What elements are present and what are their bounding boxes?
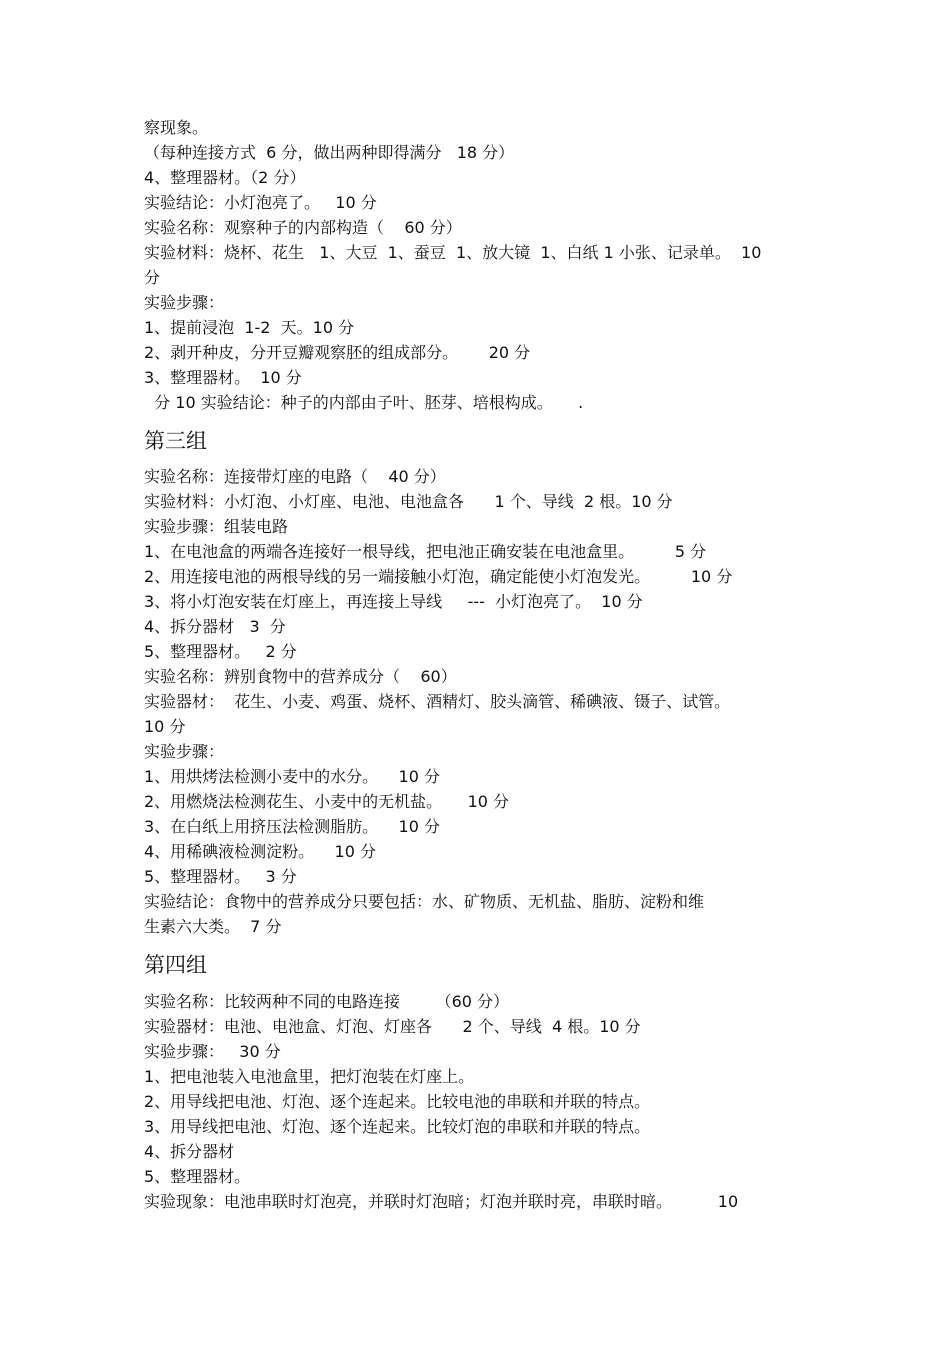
text-line: 分 10 实验结论：种子的内部由子叶、胚芽、培根构成。 . xyxy=(144,393,584,412)
section-heading: 第四组 xyxy=(144,953,207,977)
text-line: 4、拆分器材 3 分 xyxy=(144,617,286,636)
text-line: 分 xyxy=(144,268,161,287)
text-line: 察现象。 xyxy=(144,118,209,137)
text-line: 实验结论：小灯泡亮了。 10 分 xyxy=(144,193,377,212)
text-line: 实验材料：小灯泡、小灯座、电池、电池盒各 1 个、导线 2 根。10 分 xyxy=(144,492,673,511)
text-line: 实验器材： 花生、小麦、鸡蛋、烧杯、酒精灯、胶头滴管、稀碘液、镊子、试管。 xyxy=(144,692,731,711)
text-line: 实验结论：食物中的营养成分只要包括：水、矿物质、无机盐、脂肪、淀粉和维 xyxy=(144,892,705,911)
text-line: 2、用导线把电池、灯泡、逐个连起来。比较电池的串联和并联的特点。 xyxy=(144,1092,651,1111)
text-line: 4、拆分器材 xyxy=(144,1142,235,1161)
text-line: 实验步骤：组装电路 xyxy=(144,517,289,536)
text-line: 4、整理器材。（2 分） xyxy=(144,168,306,187)
text-line: 3、在白纸上用挤压法检测脂肪。 10 分 xyxy=(144,817,440,836)
text-line: 实验步骤： xyxy=(144,742,225,761)
text-line: 2、用燃烧法检测花生、小麦中的无机盐。 10 分 xyxy=(144,792,510,811)
text-line: 生素六大类。 7 分 xyxy=(144,917,282,936)
text-line: 4、用稀碘液检测淀粉。 10 分 xyxy=(144,842,376,861)
text-line: 2、用连接电池的两根导线的另一端接触小灯泡，确定能使小灯泡发光。 10 分 xyxy=(144,567,733,586)
text-line: 实验步骤： xyxy=(144,293,225,312)
text-line: 实验材料：烧杯、花生 1、大豆 1、蚕豆 1、放大镜 1、白纸 1 小张、记录单。 10 xyxy=(144,243,762,262)
text-line: 实验器材：电池、电池盒、灯泡、灯座各 2 个、导线 4 根。10 分 xyxy=(144,1017,641,1036)
text-line: （每种连接方式 6 分，做出两种即得满分 18 分） xyxy=(144,143,515,162)
section-heading: 第三组 xyxy=(144,429,207,453)
text-line: 实验现象：电池串联时灯泡亮，并联时灯泡暗；灯泡并联时亮，串联时暗。 10 xyxy=(144,1192,739,1211)
text-line: 5、整理器材。 xyxy=(144,1167,251,1186)
text-line: 1、提前浸泡 1-2 天。10 分 xyxy=(144,318,355,337)
text-line: 实验名称：比较两种不同的电路连接 （60 分） xyxy=(144,992,510,1011)
text-line: 5、整理器材。 3 分 xyxy=(144,867,297,886)
text-line: 5、整理器材。 2 分 xyxy=(144,642,297,661)
text-line: 1、把电池装入电池盒里，把灯泡装在灯座上。 xyxy=(144,1067,475,1086)
text-line: 1、在电池盒的两端各连接好一根导线，把电池正确安装在电池盒里。 5 分 xyxy=(144,542,707,561)
text-line: 3、整理器材。 10 分 xyxy=(144,368,302,387)
text-line: 2、剥开种皮，分开豆瓣观察胚的组成部分。 20 分 xyxy=(144,343,531,362)
text-line: 1、用烘烤法检测小麦中的水分。 10 分 xyxy=(144,767,440,786)
text-line: 实验名称：连接带灯座的电路（ 40 分） xyxy=(144,467,446,486)
text-line: 3、用导线把电池、灯泡、逐个连起来。比较灯泡的串联和并联的特点。 xyxy=(144,1117,651,1136)
text-line: 10 分 xyxy=(144,717,186,736)
text-line: 实验名称：观察种子的内部构造（ 60 分） xyxy=(144,218,462,237)
text-line: 实验名称：辨别食物中的营养成分（ 60） xyxy=(144,667,457,686)
text-line: 3、将小灯泡安装在灯座上，再连接上导线 --- 小灯泡亮了。 10 分 xyxy=(144,592,643,611)
text-line: 实验步骤： 30 分 xyxy=(144,1042,281,1061)
